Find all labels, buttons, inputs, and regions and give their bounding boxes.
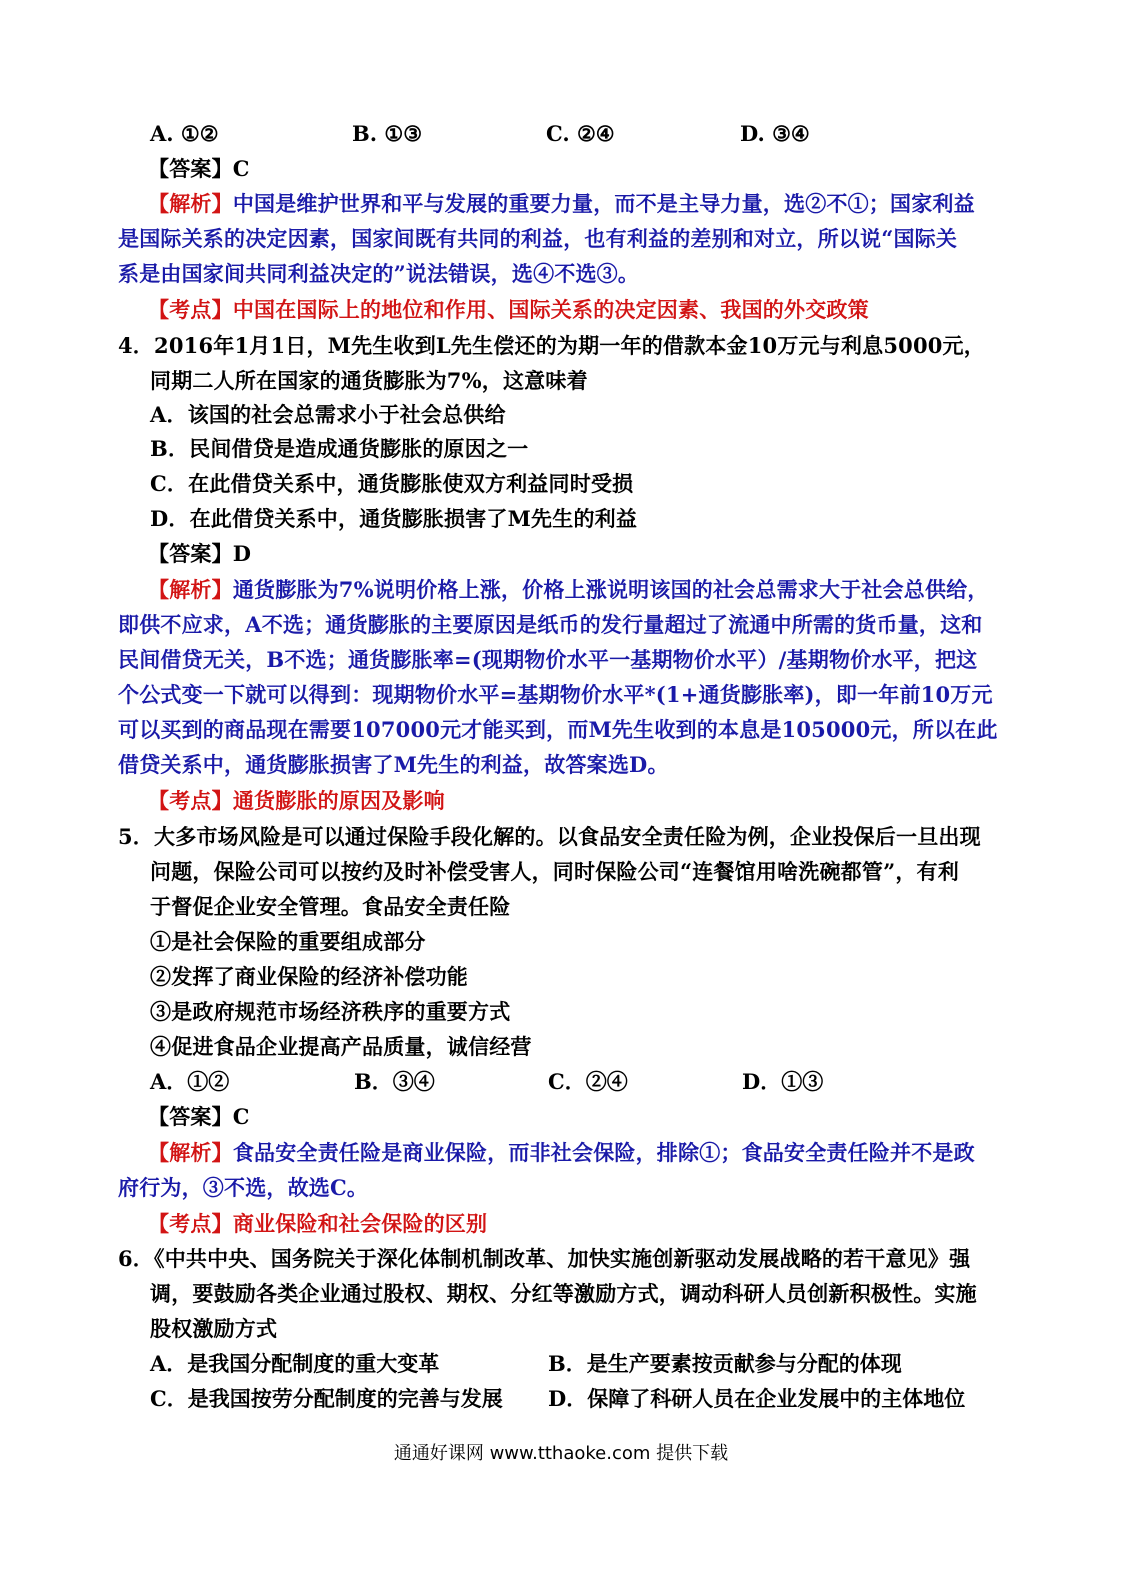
q5-point: 【考点】商业保险和社会保险的区别 [148,1211,488,1236]
q5-analysis-line-2: 府行为，③不选，故选C。 [118,1175,369,1200]
q5-answer: 【答案】C [148,1104,250,1129]
q5-option-d: D．①③ [742,1069,824,1094]
q6-options-row-2 [150,1383,1000,1415]
q3-analysis-line-1: 【解析】中国是维护世界和平与发展的重要力量，而不是主导力量，选②不①；国家利益 [148,191,975,216]
q6-option-c: C．是我国按劳分配制度的完善与发展 [150,1386,503,1411]
q4-analysis-line-1: 【解析】通货膨胀为7%说明价格上涨，价格上涨说明该国的社会总需求大于社会总供给， [148,577,989,602]
q3-answer: 【答案】C [148,156,250,181]
q4-analysis-line-4: 个公式变一下就可以得到：现期物价水平=基期物价水平*(1+通货膨胀率)，即一年前10万元 [118,682,993,707]
q4-analysis-line-5: 可以买到的商品现在需要107000元才能买到，而M先生收到的本息是105000元，所以在此 [118,717,998,742]
q4-answer: 【答案】D [148,541,252,566]
q4-analysis-line-3: 民间借贷无关，B不选；通货膨胀率=(现期物价水平一基期物价水平）/基期物价水平，把这 [118,647,978,672]
q4-stem-line-1: 4．2016年1月1日，M先生收到L先生偿还的为期一年的借款本金10万元与利息5000元， [118,333,985,358]
q6-option-b: B．是生产要素按贡献参与分配的体现 [548,1351,902,1376]
q6-option-d: D．保障了科研人员在企业发展中的主体地位 [548,1386,966,1411]
q5-options [150,1066,1000,1098]
q3-point: 【考点】中国在国际上的地位和作用、国际关系的决定因素、我国的外交政策 [148,297,869,322]
q5-analysis-tag: 【解析】 [148,1140,233,1165]
q3-option-d: D. ③④ [740,121,810,146]
q5-item-2: ②发挥了商业保险的经济补偿功能 [150,964,468,989]
q4-option-b: B．民间借贷是造成通货膨胀的原因之一 [150,436,529,461]
q4-point: 【考点】通货膨胀的原因及影响 [148,788,445,813]
q5-analysis-line-1: 【解析】食品安全责任险是商业保险，而非社会保险，排除①；食品安全责任险并不是政 [148,1140,975,1165]
q6-options-row-1 [150,1348,1000,1380]
q5-option-b: B．③④ [354,1069,435,1094]
q3-option-c: C. ②④ [546,121,615,146]
q3-analysis-tag: 【解析】 [148,191,233,216]
q5-stem-line-3: 于督促企业安全管理。食品安全责任险 [150,894,511,919]
q3-analysis-line-3: 系是由国家间共同利益决定的”说法错误，选④不选③。 [118,261,640,286]
q3-options [150,118,1000,150]
q6-stem-line-3: 股权激励方式 [150,1316,278,1341]
q3-analysis-line-2: 是国际关系的决定因素，国家间既有共同的利益，也有利益的差别和对立，所以说“国际关 [118,226,958,251]
q5-option-c: C．②④ [548,1069,628,1094]
q3-option-b: B. ①③ [352,121,423,146]
q5-item-1: ①是社会保险的重要组成部分 [150,929,426,954]
q5-stem-line-1: 5．大多市场风险是可以通过保险手段化解的。以食品安全责任险为例，企业投保后一旦出现 [118,824,981,849]
q3-option-a: A. ①② [150,121,219,146]
q6-stem-line-2: 调，要鼓励各类企业通过股权、期权、分红等激励方式，调动科研人员创新积极性。实施 [150,1281,977,1306]
q5-item-3: ③是政府规范市场经济秩序的重要方式 [150,999,511,1024]
q4-stem-line-2: 同期二人所在国家的通货膨胀为7%，这意味着 [150,368,588,393]
q4-option-a: A．该国的社会总需求小于社会总供给 [150,402,506,427]
q4-option-d: D．在此借贷关系中，通货膨胀损害了M先生的利益 [150,506,638,531]
q6-stem-line-1: 6．《中共中央、国务院关于深化体制机制改革、加快实施创新驱动发展战略的若干意见》强 [118,1246,971,1271]
q5-item-4: ④促进食品企业提高产品质量，诚信经营 [150,1034,532,1059]
q4-analysis-tag: 【解析】 [148,577,233,602]
q4-option-c: C．在此借贷关系中，通货膨胀使双方利益同时受损 [150,471,634,496]
page-footer: 通通好课网 www.tthaoke.com 提供下载 [393,1443,729,1464]
q5-option-a: A．①② [150,1069,230,1094]
q5-stem-line-2: 问题，保险公司可以按约及时补偿受害人，同时保险公司“连餐馆用啥洗碗都管”，有利 [150,859,959,884]
q4-analysis-line-2: 即供不应求，A不选；通货膨胀的主要原因是纸币的发行量超过了流通中所需的货币量，这和 [118,612,983,637]
q6-option-a: A．是我国分配制度的重大变革 [150,1351,440,1376]
q4-analysis-line-6: 借贷关系中，通货膨胀损害了M先生的利益，故答案选D。 [118,752,669,777]
